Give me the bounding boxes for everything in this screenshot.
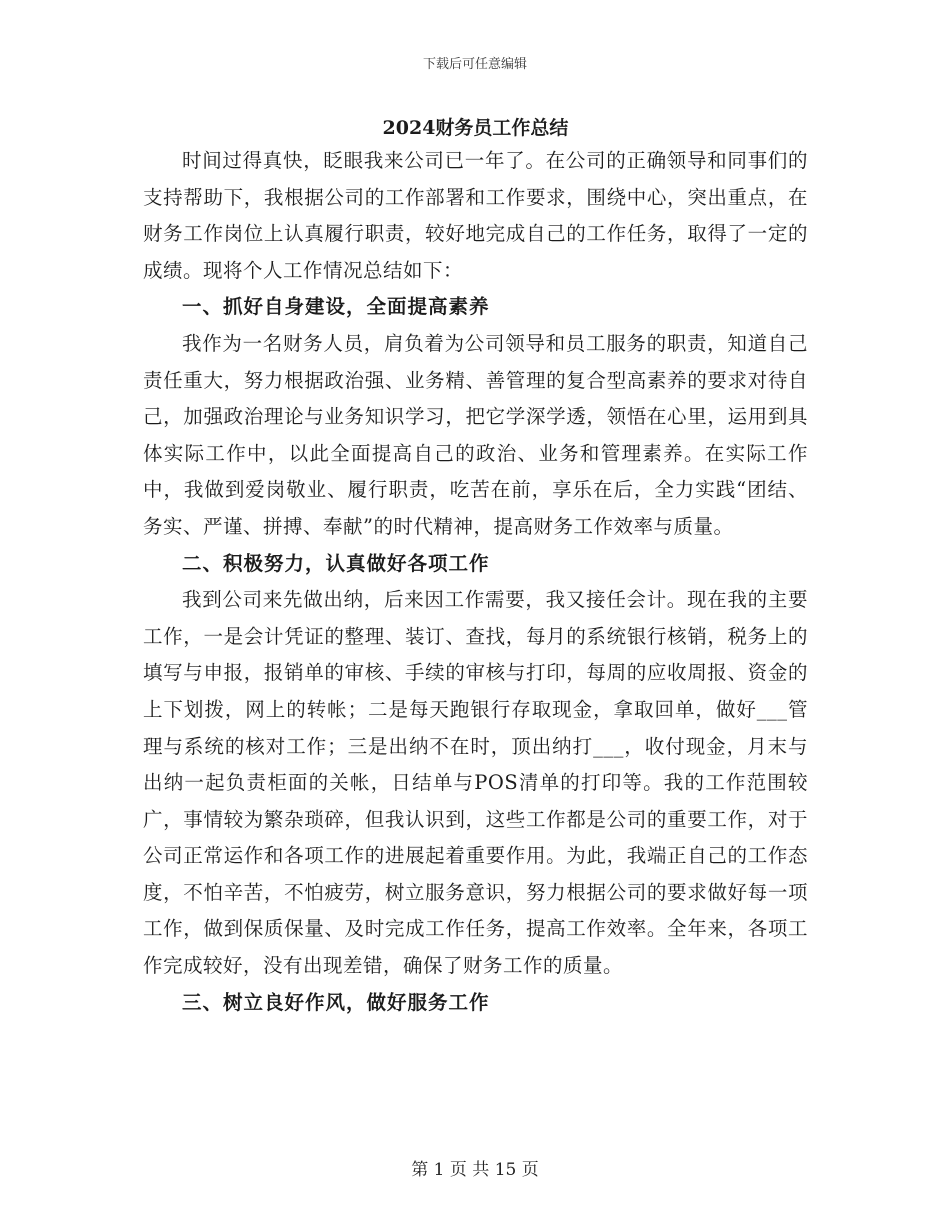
- header-note: 下载后可任意编辑: [422, 57, 527, 72]
- intro-paragraph: 时间过得真快，眨眼我来公司已一年了。在公司的正确领导和同事们的支持帮助下，我根据公司的工作部署和工作要求，围绕中心，突出重点，在财务工作岗位上认真履行职责，较好地完成自己的工作任务，取得了一定的成绩。现将个人工作情况总结如下：: [143, 149, 808, 282]
- section-1-paragraph: 我作为一名财务人员，肩负着为公司领导和员工服务的职责，知道自己责任重大，努力根据政治强、业务精、善管理的复合型高素养的要求对待自己，加强政治理论与业务知识学习，把它学深学透，领悟在心里，运用到具体实际工作中，以此全面提高自己的政治、业务和管理素养。在实际工作中，我做到爱岗敬业、履行职责，吃苦在前，享乐在后，全力实践“团结、务实、严谨、拼搏、奉献”的时代精神，提高财务工作效率与质量。: [143, 331, 808, 538]
- section-2-paragraph: 我到公司来先做出纳，后来因工作需要，我又接任会计。现在我的主要工作，一是会计凭证的整理、装订、查找，每月的系统银行核销，税务上的填写与申报，报销单的审核、手续的审核与打印，每周的应收周报、资金的上下划拨，网上的转帐；二是每天跑银行存取现金，拿取回单，做好___管理与系统的核对工作；三是出纳不在时，顶出纳打___，收付现金，月末与出纳一起负责柜面的关帐，日结单与POS清单的打印等。我的工作范围较广，事情较为繁杂琐碎，但我认识到，这些工作都是公司的重要工作，对于公司正常运作和各项工作的进展起着重要作用。为此，我端正自己的工作态度，不怕辛苦，不怕疲劳，树立服务意识，努力根据公司的要求做好每一项工作，做到保质保量、及时完成工作任务，提高工作效率。全年来，各项工作完成较好，没有出现差错，确保了财务工作的质量。: [143, 588, 808, 978]
- section-3-heading: 三、树立良好作风，做好服务工作: [182, 990, 490, 1014]
- document-title: 2024财务员工作总结: [382, 117, 569, 139]
- section-1-heading: 一、抓好自身建设，全面提高素养: [182, 295, 490, 319]
- section-2-heading: 二、积极努力，认真做好各项工作: [182, 551, 490, 575]
- page-number: 第 1 页 共 15 页: [411, 1160, 539, 1180]
- document-body: [143, 113, 808, 1021]
